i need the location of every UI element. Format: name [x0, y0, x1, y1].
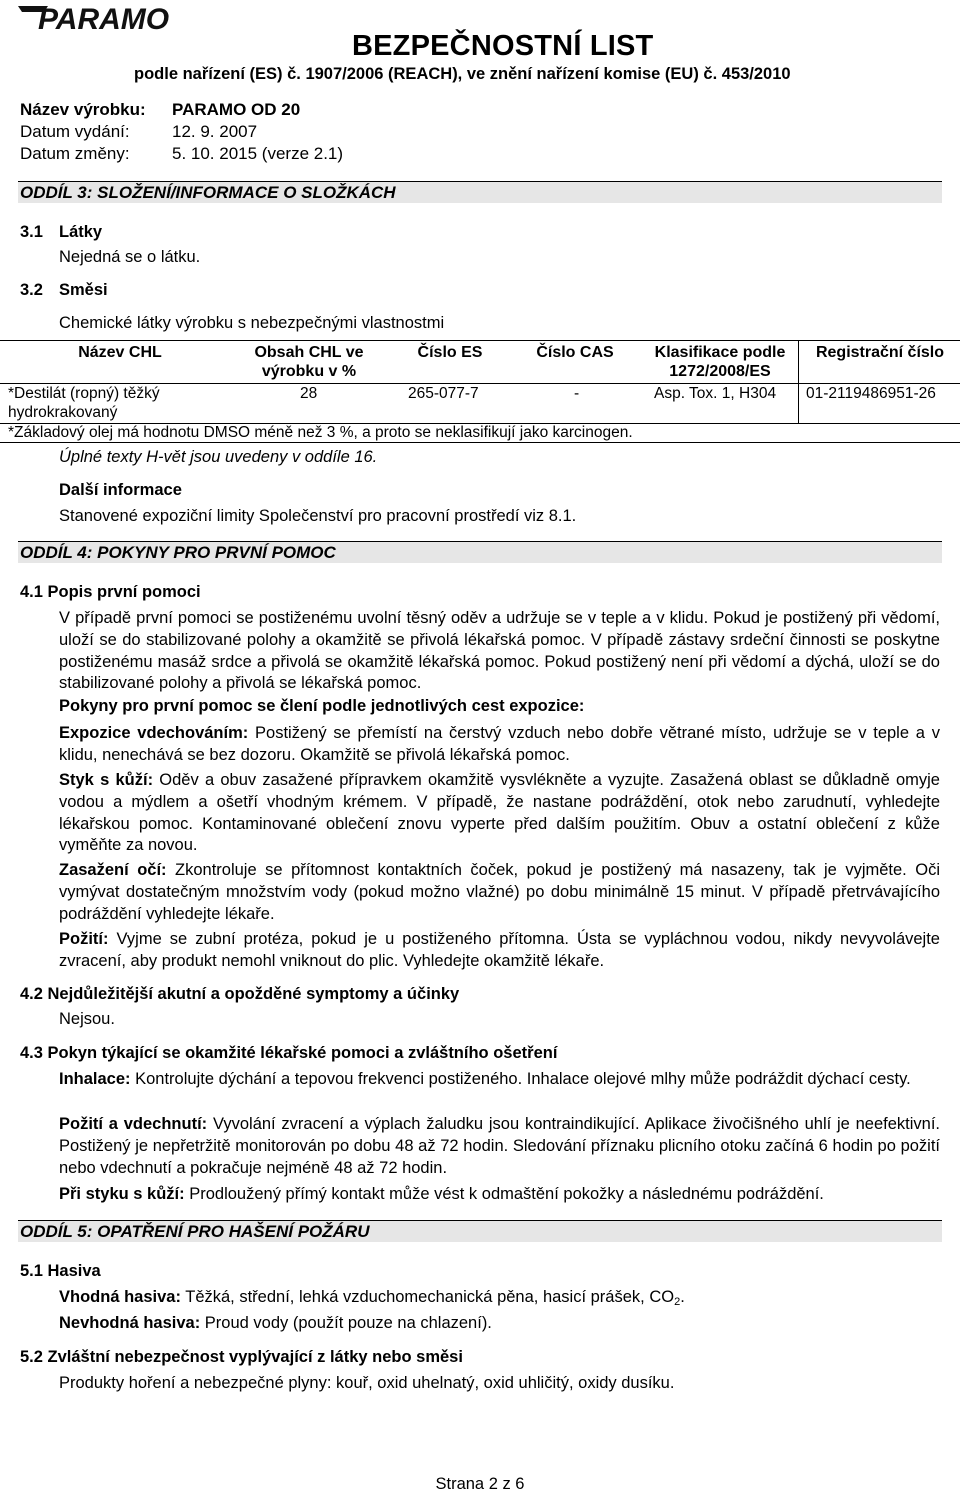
suitable-media-end: . — [680, 1288, 685, 1306]
table-cell-content: 28 — [300, 385, 318, 402]
unsuitable-media-text: Proud vody (použít pouze na chlazení). — [200, 1314, 492, 1332]
table-header-name: Název CHL — [78, 344, 162, 361]
eye-contact-text: Zkontroluje se přítomnost kontaktních čoček, pokud je postižený má nasazeny, tak je vyjměte. Oči vymývat dostatečným množstvím vody (pokud možno vlažné) po dobu minimálně 15 minut. V případě přetrvávajícího podráždění vyhledejte lékaře. — [59, 861, 940, 923]
table-cell-name-line2: hydrokrakovaný — [8, 404, 118, 421]
revision-date-label: Datum změny: — [20, 144, 130, 163]
inhalation-paragraph — [59, 723, 940, 767]
subsection-5-2-title: 5.2 Zvláštní nebezpečnost vyplývající z látky nebo směsi — [20, 1348, 463, 1366]
ingestion-text: Vyjme se zubní protéza, pokud je u postiženého přítomna. Ústa se vypláchnou vodou, nikdy nevyvolávejte zvracení, aby produkt nemohl vniknout do plic. Vyhledejte okamžitě lékaře. — [59, 930, 940, 970]
further-info-text: Stanovené expoziční limity Společenství pro pracovní prostředí viz 8.1. — [59, 507, 577, 525]
medical-ingestion-label: Požití a vdechnutí: — [59, 1115, 208, 1133]
revision-date-row — [20, 144, 343, 164]
table-header-cas-number: Číslo CAS — [536, 344, 614, 361]
medical-skin-text: Prodloužený přímý kontakt může vést k odmaštění pokožky a následnému podráždění. — [184, 1185, 824, 1203]
ingestion-paragraph — [59, 929, 940, 973]
unsuitable-media-paragraph — [59, 1314, 492, 1333]
table-header-content: Obsah CHL ve výrobku v % — [254, 344, 364, 380]
medical-skin-label: Při styku s kůží: — [59, 1185, 185, 1203]
table-cell-es-number: 265-077-7 — [408, 385, 479, 402]
table-caption: Chemické látky výrobku s nebezpečnými vlastnostmi — [59, 314, 445, 332]
subsection-3-2-number: 3.2 — [20, 281, 43, 299]
subsection-3-2-title: Směsi — [59, 281, 108, 299]
issue-date-label: Datum vydání: — [20, 122, 130, 141]
subsection-5-2-text: Produkty hoření a nebezpečné plyny: kouř, oxid uhelnatý, oxid uhličitý, oxidy dusíku. — [59, 1374, 675, 1392]
unsuitable-media-label: Nevhodná hasiva: — [59, 1314, 201, 1332]
subsection-4-2-title: 4.2 Nejdůležitější akutní a opožděné symptomy a účinky — [20, 985, 460, 1003]
hazardous-substances-table — [0, 340, 960, 443]
section-5-header — [18, 1220, 942, 1242]
table-cell-classification: Asp. Tox. 1, H304 — [654, 385, 777, 402]
issue-date-row — [20, 122, 257, 142]
further-info-title: Další informace — [59, 481, 182, 499]
suitable-media-text: Těžká, střední, lehká vzduchomechanická pěna, hasicí prášek, CO — [180, 1288, 675, 1306]
table-cell-name-line1: *Destilát (ropný) těžký — [8, 385, 160, 402]
subsection-4-2-text: Nejsou. — [59, 1010, 115, 1028]
h-phrases-note: Úplné texty H-vět jsou uvedeny v oddíle 16. — [59, 448, 378, 466]
inhalation-text: Postižený se přemístí na čerstvý vzduch nebo dobře větrané místo, udržuje se v teple a v klidu, nenechává se bez dozoru. Okamžitě se přivolá lékařská pomoc. — [59, 724, 940, 764]
table-header-es-number: Číslo ES — [417, 344, 483, 361]
medical-inhalation-text: Kontrolujte dýchání a tepovou frekvenci postiženého. Inhalace olejové mlhy může podráždit dýchací cesty. — [130, 1070, 911, 1088]
suitable-media-paragraph — [59, 1288, 685, 1307]
skin-contact-paragraph — [59, 770, 940, 857]
ingestion-label: Požití: — [59, 930, 109, 948]
eye-contact-label: Zasažení očí: — [59, 861, 167, 879]
subsection-4-3-title: 4.3 Pokyn týkající se okamžité lékařské pomoci a zvláštního ošetření — [20, 1044, 558, 1062]
first-aid-description: V případě první pomoci se postiženému uvolní těsný oděv a udržuje se v teple a v klidu. Pokud je postižený při vědomí, uloží se do stabilizované polohy a okamžitě se přivolá lékařská pomoc. V případě zástavy srdeční činnosti se poskytne postiženému masáž srdce a přivolá se okamžitě lékařská pomoc. Pokud postižený není při vědomí a dýchá, uloží se do stabilizované polohy a přivolá se lékařská pomoc. — [59, 609, 940, 693]
product-name-label: Název výrobku: — [20, 100, 146, 119]
subsection-4-1-title: 4.1 Popis první pomoci — [20, 583, 201, 601]
product-name-row — [20, 100, 300, 120]
inhalation-label: Expozice vdechováním: — [59, 724, 249, 742]
subsection-3-1-title: Látky — [59, 223, 103, 241]
table-column-divider — [798, 341, 799, 423]
table-header-classification: Klasifikace podle 1272/2008/ES — [654, 344, 786, 380]
paramo-logo — [18, 2, 208, 32]
exposure-routes-title: Pokyny pro první pomoc se člení podle jednotlivých cest expozice: — [59, 697, 585, 715]
document-subtitle: podle nařízení (ES) č. 1907/2006 (REACH), ve znění nařízení komise (EU) č. 453/2010 — [134, 65, 791, 83]
suitable-media-subscript: 2 — [674, 1296, 681, 1308]
medical-skin-paragraph — [59, 1184, 940, 1206]
table-cell-registration: 01-2119486951-26 — [806, 385, 936, 402]
medical-ingestion-text: Vyvolání zvracení a výplach žaludku jsou kontraindikující. Aplikace živočišného uhlí je neefektivní. Postižený je nepřetržitě monitorován po dobu 48 až 72 hodin. Sledování příznaku plicního otoku začíná 6 hodin po požití nebo vdechnutí a pokračuje nejméně 48 až 72 hodin. — [59, 1115, 940, 1177]
issue-date-value: 12. 9. 2007 — [172, 122, 258, 141]
skin-contact-text: Oděv a obuv zasažené přípravkem okamžitě vysvlékněte a vyzujte. Zasažená oblast se důkladně omyje vodou a mýdlem a ošetří vhodným krémem. V případě, že nastane podráždění, otok nebo zarudnutí, vyhledejte lékařskou pomoc. Kontaminované oblečení znovu vyperte před dalším použitím. Obuv a ostatní oblečení z kůže vyměňte za novou. — [59, 771, 940, 855]
section-3-title: ODDÍL 3: SLOŽENÍ/INFORMACE O SLOŽKÁCH — [20, 183, 396, 202]
skin-contact-label: Styk s kůží: — [59, 771, 154, 789]
subsection-5-1-title: 5.1 Hasiva — [20, 1262, 101, 1280]
section-5-title: ODDÍL 5: OPATŘENÍ PRO HAŠENÍ POŽÁRU — [20, 1222, 370, 1241]
table-footnote: *Základový olej má hodnotu DMSO méně než 3 %, a proto se neklasifikují jako karcinogen. — [8, 424, 633, 441]
page-number: Strana 2 z 6 — [435, 1475, 525, 1493]
product-name-value: PARAMO OD 20 — [172, 100, 301, 119]
medical-ingestion-paragraph — [59, 1114, 940, 1179]
subsection-3-1-text: Nejedná se o látku. — [59, 248, 201, 266]
section-3-header — [18, 181, 942, 203]
medical-inhalation-label: Inhalace: — [59, 1070, 131, 1088]
subsection-3-1-number: 3.1 — [20, 223, 43, 241]
section-4-title: ODDÍL 4: POKYNY PRO PRVNÍ POMOC — [20, 543, 336, 562]
eye-contact-paragraph — [59, 860, 940, 925]
table-header-registration: Registrační číslo — [815, 344, 945, 361]
svg-text:PARAMO: PARAMO — [38, 3, 170, 32]
revision-date-value: 5. 10. 2015 (verze 2.1) — [172, 144, 344, 163]
table-cell-cas-number: - — [574, 385, 580, 402]
medical-inhalation-paragraph — [59, 1069, 940, 1091]
document-title: BEZPEČNOSTNÍ LIST — [352, 30, 654, 62]
suitable-media-label: Vhodná hasiva: — [59, 1288, 181, 1306]
section-4-header — [18, 541, 942, 563]
